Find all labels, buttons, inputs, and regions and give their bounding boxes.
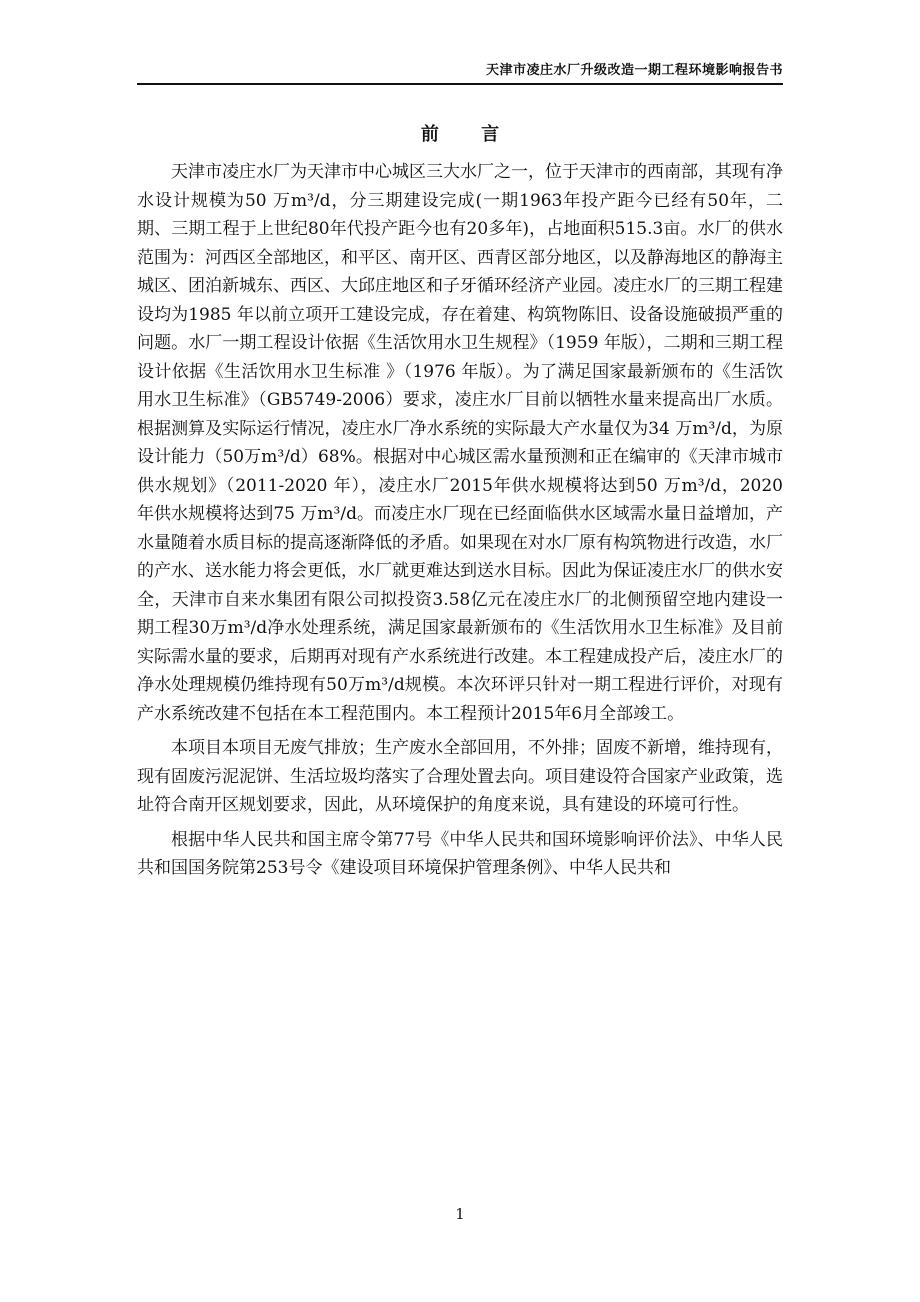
body-paragraph-2: 本项目本项目无废气排放；生产废水全部回用，不外排；固废不新增，维持现有，现有固废污泥泥饼、生活垃圾均落实了合理处置去向。项目建设符合国家产业政策，选址符合南开区规划要求，因此，从环境保护的角度来说，具有建设的环境可行性。 [137,738,783,815]
body-paragraph-3: 根据中华人民共和国主席令第77号《中华人民共和国环境影响评价法》、中华人民共和国国务院第253号令《建设项目环境保护管理条例》、中华人民共和 [137,829,783,878]
header-rule [137,83,783,85]
running-header: 天津市凌庄水厂升级改造一期工程环境影响报告书 [485,63,783,78]
body-paragraph-1: 天津市凌庄水厂为天津市中心城区三大水厂之一，位于天津市的西南部，其现有净水设计规模为50 万m³/d，分三期建设完成(一期1963年投产距今已经有50年，二期、三期工程于上世纪80年代投产距今也有20多年)，占地面积515.3亩。水厂的供水范围为：河西区全部地区，和平区、南开区、西青区部分地区，以及静海地区的静海主城区、团泊新城东、西区、大邱庄地区和子牙循环经济产业园。凌庄水厂的三期工程建设均为1985 年以前立项开工建设完成，存在着建、构筑物陈旧、设备设施破损严重的问题。水厂一期工程设计依据《生活饮用水卫生规程》（1959 年版），二期和三期工程设计依据《生活饮用水卫生标准 》（1976 年版）。为了满足国家最新颁布的《生活饮用水卫生标准》（GB5749-2006）要求，凌庄水厂目前以牺牲水量来提高出厂水质。根据测算及实际运行情况，凌庄水厂净水系统的实际最大产水量仅为34 万m³/d，为原设计能力（50万m³/d）68%。根据对中心城区需水量预测和正在编审的《天津市城市供水规划》（2011-2020 年），凌庄水厂2015年供水规模将达到50 万m³/d，2020 年供水规模将达到75 万m³/d。而凌庄水厂现在已经面临供水区域需水量日益增加，产水量随着水质目标的提高逐渐降低的矛盾。如果现在对水厂原有构筑物进行改造，水厂的产水、送水能力将会更低，水厂就更难达到送水目标。因此为保证凌庄水厂的供水安全，天津市自来水集团有限公司拟投资3.58亿元在凌庄水厂的北侧预留空地内建设一期工程30万m³/d净水处理系统，满足国家最新颁布的《生活饮用水卫生标准》及目前实际需水量的要求，后期再对现有产水系统进行改建。本工程建成投产后，凌庄水厂的净水处理规模仍维持现有50万m³/d规模。本次环评只针对一期工程进行评价，对现有产水系统改建不包括在本工程范围内。本工程预计2015年6月全部竣工。 [137,162,783,724]
document-body [137,158,783,883]
page-number: 1 [455,1205,465,1223]
section-title: 前 言 [420,124,500,145]
